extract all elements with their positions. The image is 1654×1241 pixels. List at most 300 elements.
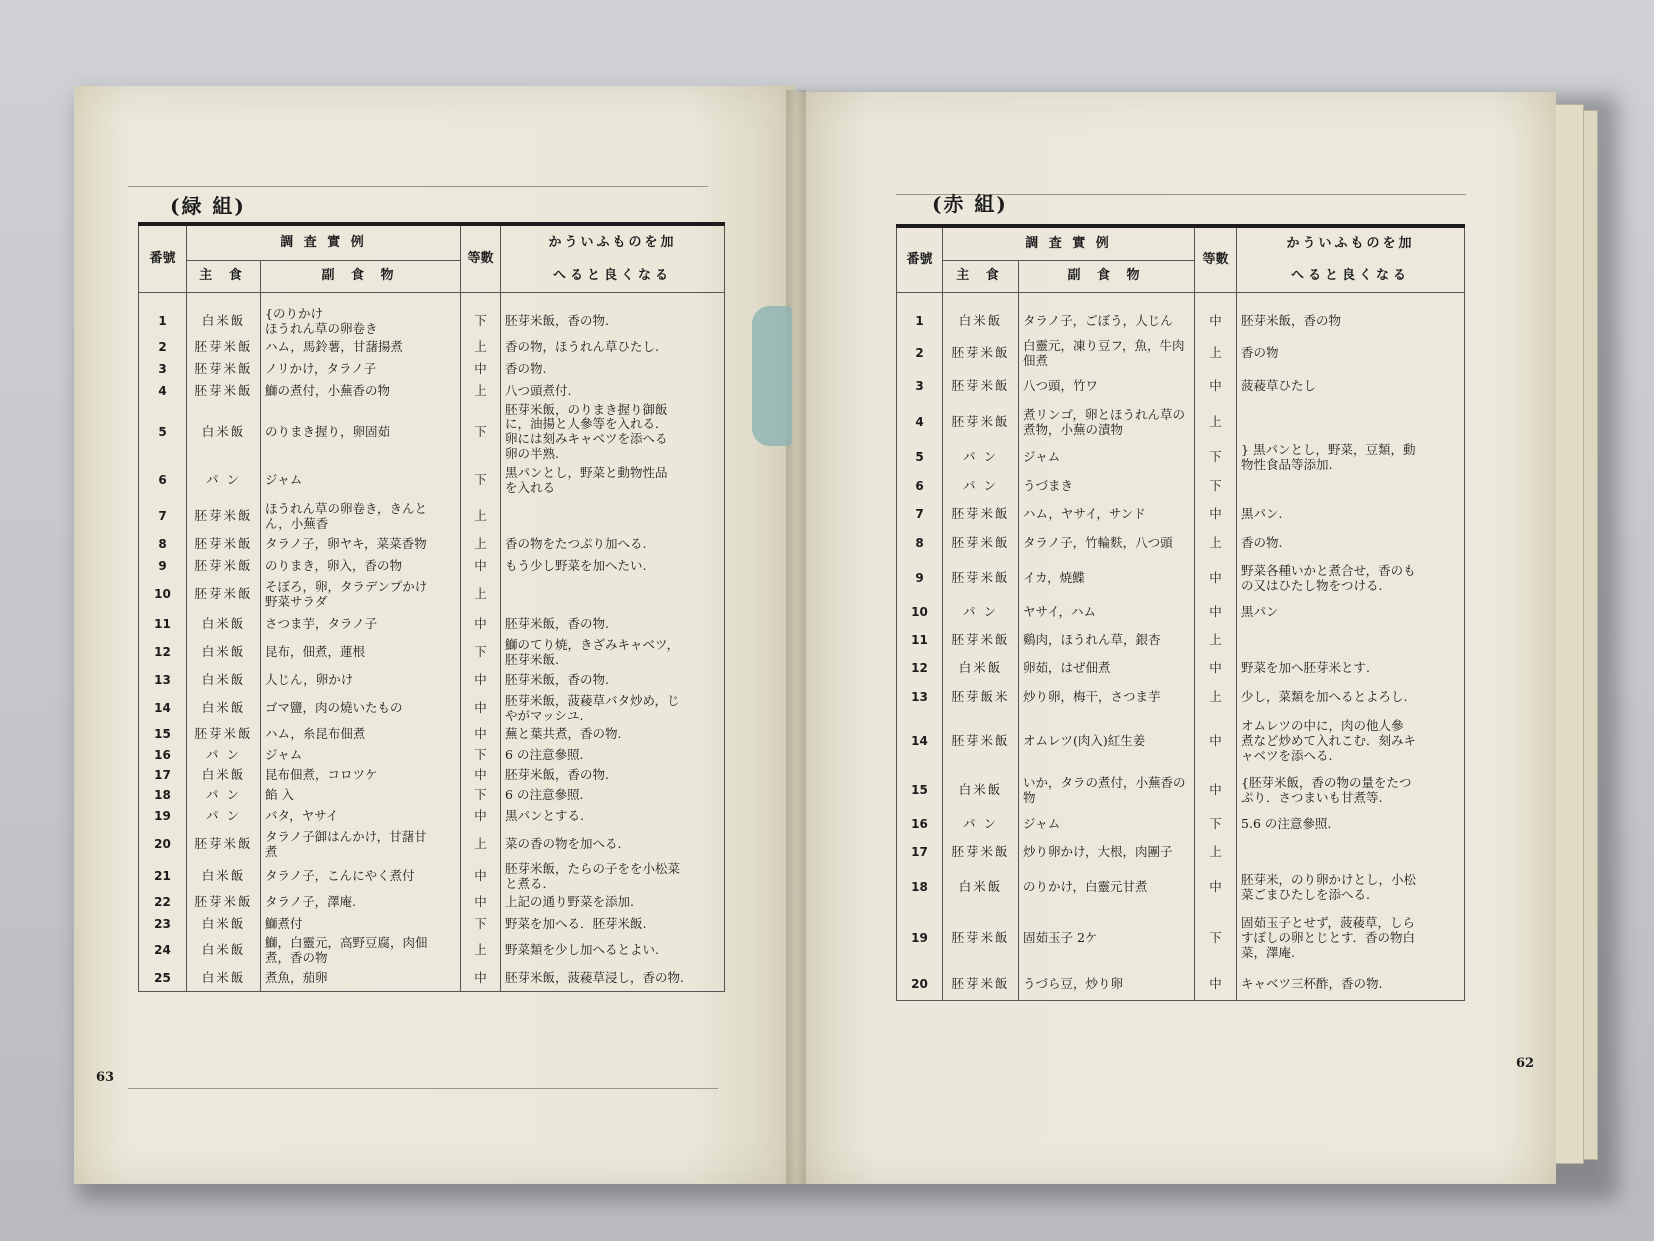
side-dishes: ジャム	[1019, 811, 1195, 839]
book-gutter	[786, 90, 806, 1184]
side-dishes: いか，タラの煮付，小蕪香の 物	[1019, 771, 1195, 811]
grade: 中	[1195, 501, 1237, 529]
improvement: 菜の香の物を加へる.	[501, 828, 725, 862]
grade: 下	[1195, 811, 1237, 839]
grade: 下	[461, 638, 501, 668]
row-number: 2	[139, 337, 187, 359]
spacer-cell	[261, 292, 461, 307]
row-number: 23	[139, 914, 187, 936]
side-dishes: ジャム	[261, 462, 461, 500]
row-number: 6	[139, 462, 187, 500]
row-number: 20	[139, 828, 187, 862]
table-row	[139, 578, 725, 612]
table-row	[897, 403, 1465, 443]
grade: 上	[461, 534, 501, 556]
row-number: 12	[139, 638, 187, 668]
row-number: 9	[139, 556, 187, 578]
grade: 中	[461, 359, 501, 381]
table-row	[139, 359, 725, 381]
side-dishes: タラノ子，澤庵.	[261, 892, 461, 914]
side-dishes: 昆布佃煮，コロツケ	[261, 766, 461, 786]
improvement: 少し，菜類を加へるとよろし.	[1237, 683, 1465, 713]
header-side: 副 食 物	[261, 260, 461, 292]
side-dishes: タラノ子御はんかけ，甘藷甘 煮	[261, 828, 461, 862]
grade: 中	[461, 966, 501, 992]
improvement: 黒パンとする.	[501, 806, 725, 828]
spacer-cell	[1237, 292, 1465, 307]
spacer-cell	[1195, 292, 1237, 307]
row-number: 24	[139, 936, 187, 966]
row-number: 10	[897, 599, 943, 627]
side-dishes: 煮リンゴ，卵とほうれん草の 煮物，小蕪の漬物	[1019, 403, 1195, 443]
header-number: 番號	[139, 224, 187, 292]
main-dish: パ ン	[943, 599, 1019, 627]
grade: 下	[461, 914, 501, 936]
table-row	[139, 403, 725, 462]
improvement: 6 の注意參照.	[501, 746, 725, 766]
header-grade: 等數	[461, 224, 501, 292]
side-dishes: 八つ頭，竹ワ	[1019, 371, 1195, 403]
grade: 上	[461, 578, 501, 612]
grade: 中	[1195, 867, 1237, 909]
table-spacer	[139, 292, 725, 307]
side-dishes: 鰤の煮付，小蕪香の物	[261, 381, 461, 403]
improvement: 黒パン.	[1237, 501, 1465, 529]
spacer-cell	[501, 292, 725, 307]
side-dishes: 卵茹，はぜ佃煮	[1019, 655, 1195, 683]
grade: 上	[461, 381, 501, 403]
grade: 中	[461, 694, 501, 724]
grade: 下	[461, 462, 501, 500]
side-dishes: 人じん，卵かけ	[261, 668, 461, 694]
side-dishes: ハム，ヤサイ，サンド	[1019, 501, 1195, 529]
header-grade: 等數	[1195, 226, 1237, 292]
table-row	[897, 839, 1465, 867]
improvement: 野菜各種いかと煮合せ，香のも の又はひたし物をつける.	[1237, 559, 1465, 599]
main-dish: 白米飯	[187, 936, 261, 966]
grade: 中	[1195, 559, 1237, 599]
row-number: 11	[139, 612, 187, 638]
side-dishes: 鰤煮付	[261, 914, 461, 936]
spacer-cell	[897, 292, 943, 307]
side-dishes: のりまき握り，卵固茹	[261, 403, 461, 462]
improvement: 野菜類を少し加へるとよい.	[501, 936, 725, 966]
row-number: 2	[897, 337, 943, 371]
main-dish: 胚芽米飯	[187, 534, 261, 556]
table-row	[897, 371, 1465, 403]
side-dishes: そぼろ，卵，タラデンプかけ 野菜サラダ	[261, 578, 461, 612]
main-dish: 白米飯	[943, 655, 1019, 683]
grade: 下	[1195, 443, 1237, 473]
grade: 上	[461, 500, 501, 534]
improvement: 香の物，ほうれん草ひたし.	[501, 337, 725, 359]
side-dishes: ハム，馬鈴薯，甘藷揚煮	[261, 337, 461, 359]
grade: 上	[461, 828, 501, 862]
improvement: 香の物.	[501, 359, 725, 381]
row-number: 12	[897, 655, 943, 683]
side-dishes: 鷄肉，ほうれん草，銀杏	[1019, 627, 1195, 655]
left-table-body	[139, 292, 725, 992]
main-dish: 胚芽米飯	[943, 969, 1019, 1001]
improvement	[1237, 839, 1465, 867]
improvement: 胚芽米飯，香の物.	[501, 307, 725, 337]
table-row	[897, 713, 1465, 771]
grade: 下	[461, 746, 501, 766]
table-row	[897, 337, 1465, 371]
table-row	[139, 806, 725, 828]
table-row	[897, 655, 1465, 683]
main-dish: 白米飯	[187, 612, 261, 638]
grade: 下	[1195, 909, 1237, 969]
main-dish: 胚芽米飯	[187, 578, 261, 612]
main-dish: 胚芽米飯	[187, 892, 261, 914]
header-improve-2: へると良くなる	[501, 260, 725, 292]
main-dish: 白米飯	[943, 771, 1019, 811]
improvement: 黒パン	[1237, 599, 1465, 627]
side-dishes: ほうれん草の卵卷き，きんと ん，小蕪香	[261, 500, 461, 534]
main-dish: 白米飯	[187, 403, 261, 462]
row-number: 20	[897, 969, 943, 1001]
row-number: 18	[139, 786, 187, 806]
table-row	[139, 694, 725, 724]
side-dishes: 炒り卵かけ，大根，肉團子	[1019, 839, 1195, 867]
main-dish: 白米飯	[187, 694, 261, 724]
side-dishes: 白靈元，凍り豆フ，魚，牛肉 佃煮	[1019, 337, 1195, 371]
page-tear	[752, 306, 792, 446]
side-dishes: タラノ子，こんにやく煮付	[261, 862, 461, 892]
table-row	[139, 556, 725, 578]
table-row	[897, 443, 1465, 473]
main-dish: パ ン	[187, 806, 261, 828]
main-dish: 胚芽米飯	[187, 381, 261, 403]
improvement: 胚芽米飯，菠薐草バタ炒め，じ やがマッシユ.	[501, 694, 725, 724]
grade: 中	[461, 892, 501, 914]
side-dishes: うづまき	[1019, 473, 1195, 501]
row-number: 14	[897, 713, 943, 771]
right-page-number: 62	[1516, 1056, 1535, 1071]
improvement: 胚芽米飯，香の物.	[501, 766, 725, 786]
side-dishes: ジャム	[1019, 443, 1195, 473]
header-improve-1: かういふものを加	[501, 224, 725, 260]
table-row	[139, 462, 725, 500]
grade: 上	[1195, 683, 1237, 713]
side-dishes: ジャム	[261, 746, 461, 766]
row-number: 4	[897, 403, 943, 443]
improvement: {胚芽米飯，香の物の量をたつ ぷり．さつまいも甘煮等.	[1237, 771, 1465, 811]
main-dish: 胚芽米飯	[187, 556, 261, 578]
row-number: 5	[139, 403, 187, 462]
header-main: 主 食	[943, 260, 1019, 292]
improvement: 香の物	[1237, 337, 1465, 371]
row-number: 10	[139, 578, 187, 612]
table-row	[897, 501, 1465, 529]
table-row	[897, 771, 1465, 811]
main-dish: 胚芽米飯	[187, 828, 261, 862]
row-number: 9	[897, 559, 943, 599]
row-number: 15	[897, 771, 943, 811]
side-dishes: ヤサイ，ハム	[1019, 599, 1195, 627]
side-dishes: 炒り卵，梅干，さつま芋	[1019, 683, 1195, 713]
right-survey-table	[896, 224, 1465, 1001]
header-survey: 調 査 實 例	[187, 224, 461, 260]
improvement	[1237, 627, 1465, 655]
main-dish: パ ン	[943, 443, 1019, 473]
table-row	[897, 627, 1465, 655]
side-dishes: うづら豆，炒り卵	[1019, 969, 1195, 1001]
table-row	[897, 909, 1465, 969]
side-dishes: 餡 入	[261, 786, 461, 806]
grade: 上	[1195, 839, 1237, 867]
side-dishes: タラノ子，ごぼう，人じん	[1019, 307, 1195, 337]
grade: 下	[1195, 473, 1237, 501]
table-row	[139, 746, 725, 766]
main-dish: 白米飯	[187, 668, 261, 694]
improvement: 胚芽米飯，香の物.	[501, 612, 725, 638]
header-improve-1: かういふものを加	[1237, 226, 1465, 260]
header-improve-2: へると良くなる	[1237, 260, 1465, 292]
row-number: 25	[139, 966, 187, 992]
right-section-title: (赤 組)	[932, 192, 1008, 216]
table-row	[139, 766, 725, 786]
row-number: 7	[139, 500, 187, 534]
row-number: 19	[139, 806, 187, 828]
side-dishes: 昆布，佃煮，蓮根	[261, 638, 461, 668]
improvement: オムレツの中に，肉の他人參 煮など炒めて入れこむ．刻みキ ャベツを添へる.	[1237, 713, 1465, 771]
row-number: 1	[897, 307, 943, 337]
table-row	[897, 969, 1465, 1001]
improvement: 野菜を加へ胚芽米とす.	[1237, 655, 1465, 683]
table-row	[897, 307, 1465, 337]
row-number: 6	[897, 473, 943, 501]
table-spacer	[897, 292, 1465, 307]
improvement: 6 の注意參照.	[501, 786, 725, 806]
side-dishes: のりまき，卵入，香の物	[261, 556, 461, 578]
table-row	[139, 724, 725, 746]
main-dish: 胚芽飯米	[943, 683, 1019, 713]
table-row	[139, 862, 725, 892]
grade: 中	[1195, 771, 1237, 811]
header-rule	[128, 186, 708, 187]
grade: 中	[461, 556, 501, 578]
table-row	[139, 892, 725, 914]
spacer-cell	[1019, 292, 1195, 307]
grade: 上	[461, 936, 501, 966]
main-dish: 白米飯	[187, 638, 261, 668]
side-dishes: ゴマ鹽，肉の燒いたもの	[261, 694, 461, 724]
main-dish: 白米飯	[943, 307, 1019, 337]
main-dish: 胚芽米飯	[187, 500, 261, 534]
spacer-cell	[943, 292, 1019, 307]
row-number: 21	[139, 862, 187, 892]
table-row	[897, 599, 1465, 627]
left-section-title: (緑 組)	[170, 194, 246, 218]
main-dish: パ ン	[943, 473, 1019, 501]
right-table-body	[897, 292, 1465, 1001]
side-dishes: さつま芋，タラノ子	[261, 612, 461, 638]
row-number: 4	[139, 381, 187, 403]
side-dishes: 固茹玉子 2ケ	[1019, 909, 1195, 969]
side-dishes: 煮魚，茄卵	[261, 966, 461, 992]
grade: 中	[1195, 713, 1237, 771]
main-dish: 胚芽米飯	[187, 724, 261, 746]
header-number: 番號	[897, 226, 943, 292]
improvement: 胚芽米飯，のりまき握り御飯 に，油揚と人參等を入れる． 卵には刻みキャベツを添へる 卵の半熟.	[501, 403, 725, 462]
grade: 上	[1195, 337, 1237, 371]
improvement: 胚芽米飯，香の物.	[501, 668, 725, 694]
main-dish: 胚芽米飯	[943, 529, 1019, 559]
table-row	[139, 307, 725, 337]
row-number: 17	[139, 766, 187, 786]
side-dishes: イカ，焼鰈	[1019, 559, 1195, 599]
spacer-cell	[187, 292, 261, 307]
row-number: 7	[897, 501, 943, 529]
main-dish: パ ン	[943, 811, 1019, 839]
improvement	[1237, 473, 1465, 501]
grade: 中	[1195, 599, 1237, 627]
side-dishes: ハム，糸昆布佃煮	[261, 724, 461, 746]
side-dishes: オムレツ(肉入)紅生姜	[1019, 713, 1195, 771]
side-dishes: タラノ子，卵ヤキ，菜菜香物	[261, 534, 461, 556]
grade: 中	[461, 724, 501, 746]
table-row	[897, 559, 1465, 599]
left-page-number: 63	[96, 1070, 115, 1085]
improvement	[1237, 403, 1465, 443]
improvement: もう少し野菜を加へたい.	[501, 556, 725, 578]
main-dish: 胚芽米飯	[943, 501, 1019, 529]
spacer-cell	[461, 292, 501, 307]
grade: 中	[461, 612, 501, 638]
side-dishes: のりかけ，白靈元甘煮	[1019, 867, 1195, 909]
main-dish: 胚芽米飯	[943, 627, 1019, 655]
main-dish: 白米飯	[187, 307, 261, 337]
improvement: 上記の通り野菜を添加.	[501, 892, 725, 914]
grade: 下	[461, 786, 501, 806]
grade: 下	[461, 403, 501, 462]
main-dish: 胚芽米飯	[943, 909, 1019, 969]
grade: 上	[1195, 627, 1237, 655]
main-dish: 白米飯	[187, 766, 261, 786]
footer-rule	[128, 1088, 718, 1089]
row-number: 19	[897, 909, 943, 969]
improvement: } 黒パンとし，野菜，豆類，動 物性食品等添加.	[1237, 443, 1465, 473]
grade: 中	[1195, 371, 1237, 403]
grade: 上	[1195, 529, 1237, 559]
row-number: 1	[139, 307, 187, 337]
improvement: 香の物をたつぷり加へる.	[501, 534, 725, 556]
table-row	[139, 966, 725, 992]
main-dish: 胚芽米飯	[943, 839, 1019, 867]
row-number: 3	[897, 371, 943, 403]
grade: 上	[461, 337, 501, 359]
header-side: 副 食 物	[1019, 260, 1195, 292]
row-number: 3	[139, 359, 187, 381]
grade: 中	[461, 806, 501, 828]
side-dishes: 鰤，白靈元，高野豆腐，肉佃 煮，香の物	[261, 936, 461, 966]
table-row	[897, 473, 1465, 501]
improvement: 固茹玉子とせず，菠薐草，しら すぼしの卵とじとす．香の物白 菜，澤庵.	[1237, 909, 1465, 969]
grade: 下	[461, 307, 501, 337]
row-number: 13	[897, 683, 943, 713]
grade: 中	[1195, 655, 1237, 683]
main-dish: パ ン	[187, 786, 261, 806]
improvement: 胚芽米飯，菠薐草浸し，香の物.	[501, 966, 725, 992]
improvement: 黒パンとし，野菜と動物性品 を入れる	[501, 462, 725, 500]
main-dish: 胚芽米飯	[943, 559, 1019, 599]
table-row	[139, 612, 725, 638]
main-dish: 白米飯	[943, 867, 1019, 909]
row-number: 14	[139, 694, 187, 724]
row-number: 16	[139, 746, 187, 766]
row-number: 5	[897, 443, 943, 473]
grade: 中	[461, 766, 501, 786]
improvement: 鰤のてり焼，きざみキャベツ， 胚芽米飯.	[501, 638, 725, 668]
row-number: 16	[897, 811, 943, 839]
table-row	[139, 638, 725, 668]
main-dish: 胚芽米飯	[943, 403, 1019, 443]
table-row	[139, 936, 725, 966]
main-dish: 胚芽米飯	[187, 359, 261, 381]
improvement	[501, 578, 725, 612]
row-number: 8	[139, 534, 187, 556]
main-dish: 胚芽米飯	[943, 371, 1019, 403]
grade: 中	[1195, 307, 1237, 337]
main-dish: 白米飯	[187, 914, 261, 936]
row-number: 15	[139, 724, 187, 746]
table-row	[139, 914, 725, 936]
main-dish: 白米飯	[187, 862, 261, 892]
improvement	[501, 500, 725, 534]
main-dish: 胚芽米飯	[943, 337, 1019, 371]
side-dishes: ノリかけ，タラノ子	[261, 359, 461, 381]
improvement: 八つ頭煮付.	[501, 381, 725, 403]
table-row	[897, 683, 1465, 713]
side-dishes: バタ，ヤサイ	[261, 806, 461, 828]
improvement: 香の物.	[1237, 529, 1465, 559]
table-row	[139, 381, 725, 403]
table-row	[139, 668, 725, 694]
row-number: 8	[897, 529, 943, 559]
table-row	[139, 337, 725, 359]
table-row	[139, 500, 725, 534]
header-main: 主 食	[187, 260, 261, 292]
main-dish: パ ン	[187, 462, 261, 500]
improvement: 胚芽米飯，香の物	[1237, 307, 1465, 337]
side-dishes: タラノ子，竹輪麩，八つ頭	[1019, 529, 1195, 559]
grade: 中	[1195, 969, 1237, 1001]
row-number: 22	[139, 892, 187, 914]
grade: 中	[461, 862, 501, 892]
grade: 上	[1195, 403, 1237, 443]
main-dish: 白米飯	[187, 966, 261, 992]
table-row	[139, 786, 725, 806]
table-row	[139, 534, 725, 556]
table-row	[897, 529, 1465, 559]
table-row	[139, 828, 725, 862]
spacer-cell	[139, 292, 187, 307]
left-survey-table	[138, 222, 725, 992]
table-row	[897, 867, 1465, 909]
header-survey: 調 査 實 例	[943, 226, 1195, 260]
row-number: 17	[897, 839, 943, 867]
improvement: 胚芽米飯，たらの子をを小松菜 と煮る.	[501, 862, 725, 892]
row-number: 18	[897, 867, 943, 909]
main-dish: 胚芽米飯	[943, 713, 1019, 771]
table-row	[897, 811, 1465, 839]
row-number: 13	[139, 668, 187, 694]
row-number: 11	[897, 627, 943, 655]
improvement: 5.6 の注意參照.	[1237, 811, 1465, 839]
side-dishes: {のりかけ ほうれん草の卵卷き	[261, 307, 461, 337]
